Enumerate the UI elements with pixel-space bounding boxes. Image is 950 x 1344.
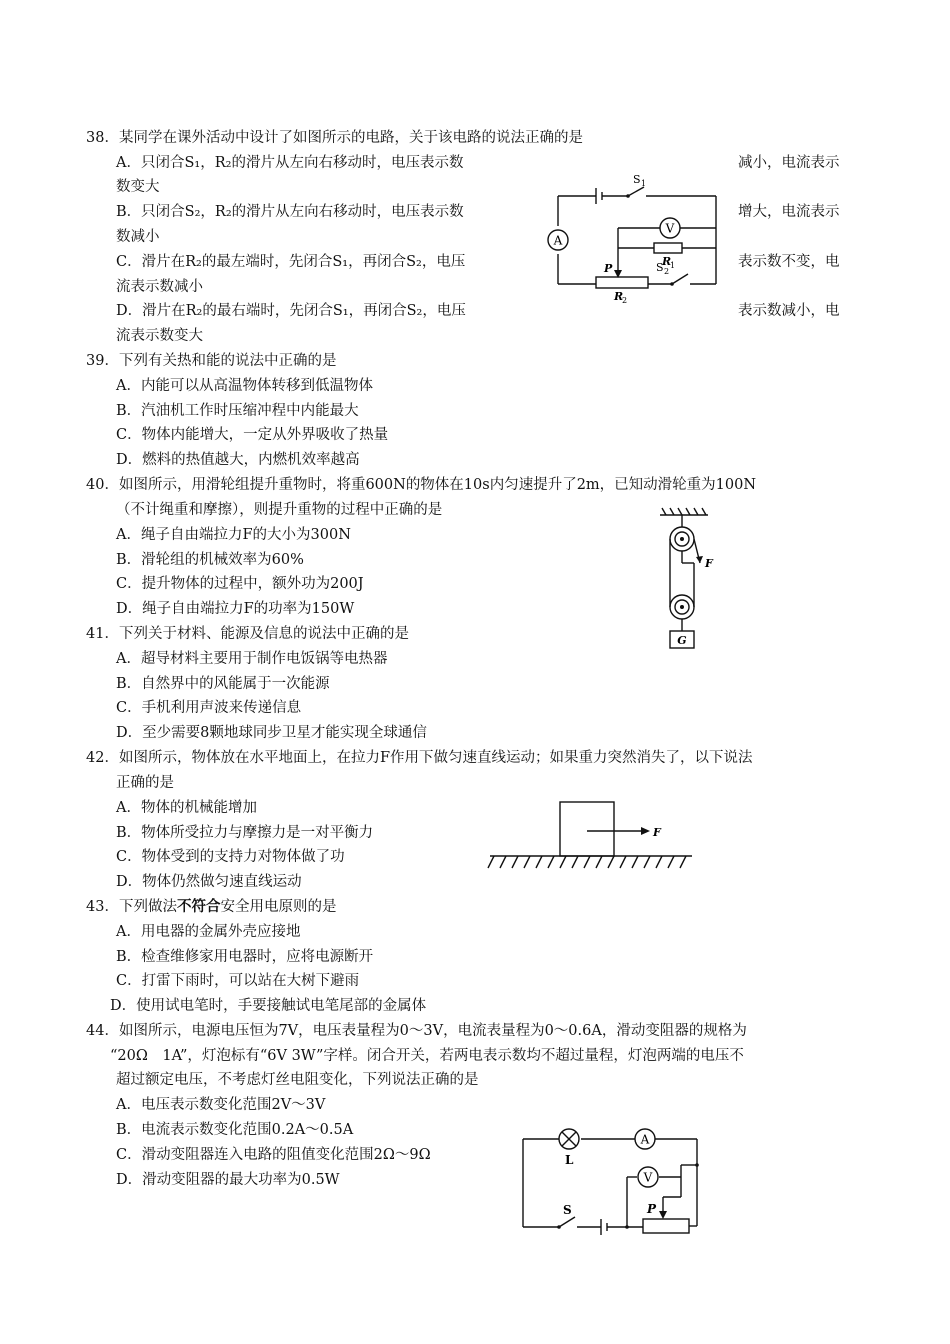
q40-stem: 40．如图所示，用滑轮组提升重物时，将重600N的物体在10s内匀速提升了2m，已知动滑轮重为100N — [86, 477, 757, 493]
q39-option-c: C．物体内能增大，一定从外界吸收了热量 — [116, 427, 389, 443]
q39-option-d: D．燃料的热值越大，内燃机效率越高 — [116, 452, 360, 468]
q38-option-b-wrap: 数减小 — [116, 229, 160, 245]
lamp-l-label: L — [565, 1153, 574, 1167]
q38-option-b-cont: 增大，电流表示 — [738, 204, 840, 220]
q43-stem-emphasis: 不符合 — [176, 898, 221, 915]
q43-stem-post: 安全用电原则的是 — [220, 899, 337, 915]
q44-option-a: A．电压表示数变化范围2V～3V — [116, 1097, 326, 1113]
q44-circuit-diagram — [515, 1125, 705, 1240]
force-f-label: F — [705, 557, 713, 570]
q38-option-d-wrap: 流表示数变大 — [116, 328, 203, 344]
switch-s1-sub: 1 — [641, 179, 647, 188]
q40-option-d: D．绳子自由端拉力F的功率为150W — [116, 601, 355, 617]
q42-stem: 42．如图所示，物体放在水平地面上，在拉力F作用下做匀速直线运动；如果重力突然消失了，以下说法 — [86, 750, 753, 766]
q40-option-b: B．滑轮组的机械效率为60% — [116, 552, 304, 568]
q42-option-c: C．物体受到的支持力对物体做了功 — [116, 849, 345, 865]
q41-stem: 41．下列关于材料、能源及信息的说法中正确的是 — [86, 626, 409, 642]
q38-option-d: D．滑片在R₂的最右端时，先闭合S₁，再闭合S₂，电压 — [116, 303, 466, 319]
q44-stem-wrap-1: “20Ω 1A”，灯泡标有“6V 3W”字样。闭合开关，若两电表示数均不超过量程，灯泡两端的电压不 — [110, 1048, 744, 1064]
q39-stem: 39．下列有关热和能的说法中正确的是 — [86, 353, 337, 369]
q38-option-d-cont: 表示数减小，电 — [738, 303, 840, 319]
q42-block-diagram — [488, 800, 698, 875]
q44-option-c: C．滑动变阻器连入电路的阻值变化范围2Ω～9Ω — [116, 1147, 431, 1163]
ammeter-label: A — [553, 233, 563, 248]
switch-s2-sub: 2 — [664, 267, 670, 276]
switch-s-label: S — [563, 1203, 572, 1217]
q38-option-a-wrap: 数变大 — [116, 179, 160, 195]
switch-s1-label: S — [633, 173, 641, 186]
force-f-label: F — [653, 826, 661, 839]
q42-stem-wrap: 正确的是 — [116, 775, 174, 791]
q38-option-b: B．只闭合S₂，R₂的滑片从左向右移动时，电压表示数 — [116, 204, 464, 220]
q38-option-a-cont: 减小，电流表示 — [738, 155, 840, 171]
q38-option-a: A．只闭合S₁，R₂的滑片从左向右移动时，电压表示数 — [116, 155, 464, 171]
rheostat-r2-sub: 2 — [622, 296, 628, 305]
slider-p-label: P — [604, 262, 613, 275]
q44-stem-wrap-2: 超过额定电压，不考虑灯丝电阻变化，下列说法正确的是 — [116, 1072, 479, 1088]
q38-option-c-wrap: 流表示数减小 — [116, 279, 203, 295]
q43-option-c: C．打雷下雨时，可以站在大树下避雨 — [116, 973, 360, 989]
q42-option-a: A．物体的机械能增加 — [116, 800, 257, 816]
q43-option-b: B．检查维修家用电器时，应将电源断开 — [116, 949, 374, 965]
q38-stem: 38．某同学在课外活动中设计了如图所示的电路，关于该电路的说法正确的是 — [86, 130, 583, 146]
q41-option-a: A．超导材料主要用于制作电饭锅等电热器 — [116, 651, 388, 667]
q39-option-b: B．汽油机工作时压缩冲程中内能最大 — [116, 403, 359, 419]
rheostat-r2-label: R — [614, 290, 624, 303]
q38-circuit-diagram — [540, 168, 725, 303]
switch-s2-label: S — [656, 261, 664, 274]
q44-stem: 44．如图所示，电源电压恒为7V，电压表量程为0～3V，电流表量程为0～0.6A，滑动变阻器的规格为 — [86, 1023, 747, 1039]
weight-g-label: G — [677, 634, 687, 647]
slider-p-label: P — [647, 1202, 657, 1216]
voltmeter-label: V — [665, 221, 675, 236]
q40-pulley-diagram — [650, 505, 720, 650]
q40-option-c: C．提升物体的过程中，额外功为200J — [116, 576, 364, 592]
q41-option-c: C．手机利用声波来传递信息 — [116, 700, 302, 716]
q41-option-d: D．至少需要8颗地球同步卫星才能实现全球通信 — [116, 725, 427, 741]
q42-option-d: D．物体仍然做匀速直线运动 — [116, 874, 302, 890]
q43-stem-pre: 43．下列做法 — [86, 899, 177, 915]
q39-option-a: A．内能可以从高温物体转移到低温物体 — [116, 378, 373, 394]
q41-option-b: B．自然界中的风能属于一次能源 — [116, 676, 330, 692]
q38-option-c: C．滑片在R₂的最左端时，先闭合S₁，再闭合S₂，电压 — [116, 254, 466, 270]
q42-option-b: B．物体所受拉力与摩擦力是一对平衡力 — [116, 825, 374, 841]
q40-option-a: A．绳子自由端拉力F的大小为300N — [116, 527, 351, 543]
q44-option-d: D．滑动变阻器的最大功率为0.5W — [116, 1172, 340, 1188]
resistor-r1-label: R — [662, 255, 672, 268]
ammeter-label: A — [640, 1132, 650, 1147]
q43-option-d: D．使用试电笔时，手要接触试电笔尾部的金属体 — [110, 998, 427, 1014]
resistor-r1-sub: 1 — [670, 261, 676, 270]
q43-stem — [86, 897, 336, 917]
q40-stem-wrap: （不计绳重和摩擦），则提升重物的过程中正确的是 — [116, 502, 443, 518]
voltmeter-label: V — [643, 1170, 653, 1185]
q38-option-c-cont: 表示数不变，电 — [738, 254, 840, 270]
q43-option-a: A．用电器的金属外壳应接地 — [116, 924, 301, 940]
q44-option-b: B．电流表示数变化范围0.2A～0.5A — [116, 1122, 354, 1138]
